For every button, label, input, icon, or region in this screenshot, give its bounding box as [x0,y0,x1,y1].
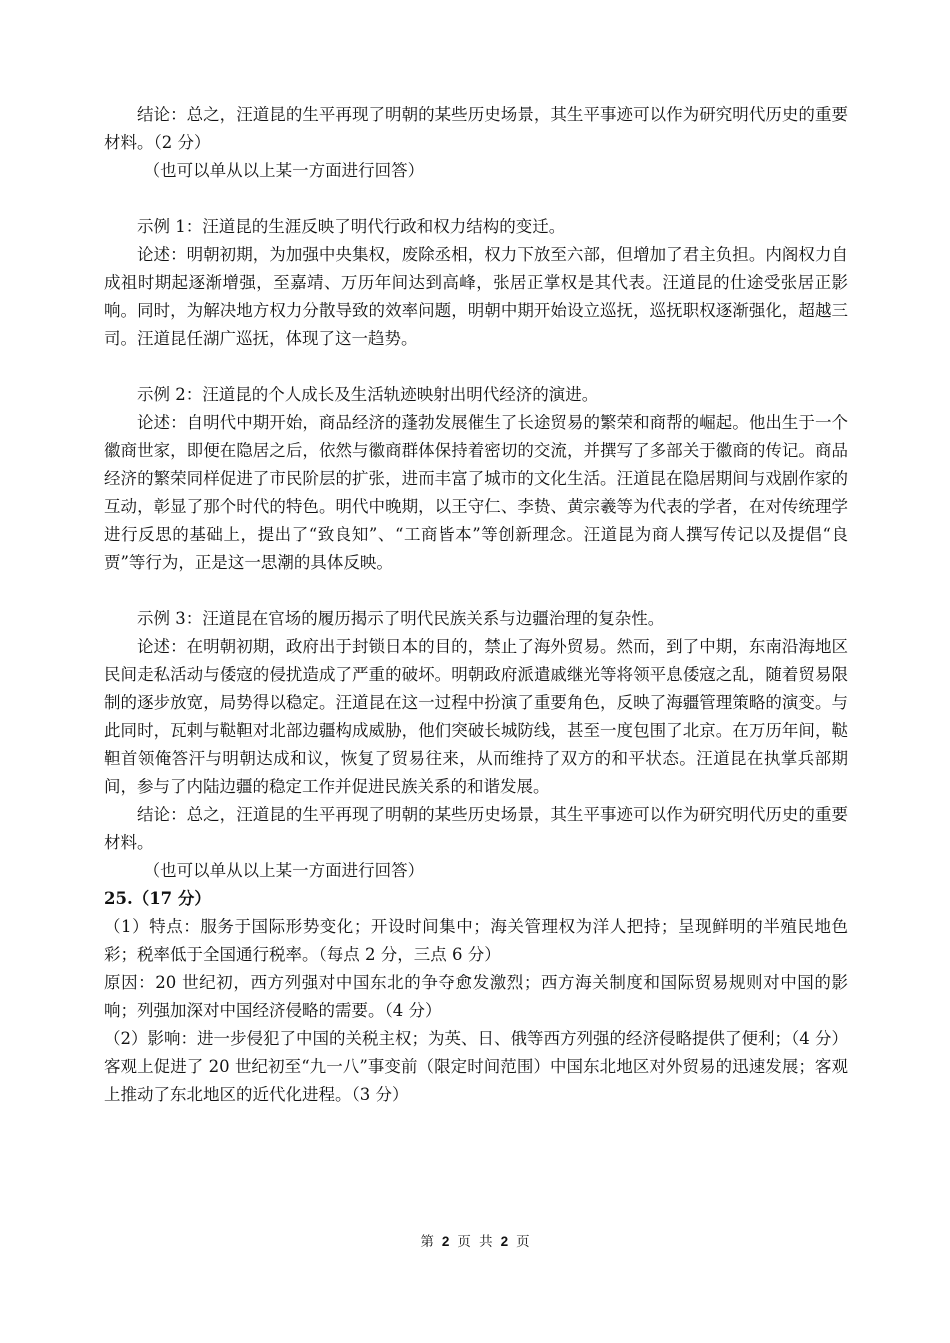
footer-total-pages: 2 [500,1234,509,1249]
answer-document [104,101,848,1109]
spacer [104,185,848,213]
footer-page-word: 页 [457,1234,471,1250]
example-1-title: 示例 1：汪道昆的生涯反映了明代行政和权力结构的变迁。 [137,217,566,236]
example-2-body: 论述：自明代中期开始，商品经济的蓬勃发展催生了长途贸易的繁荣和商帮的崛起。他出生于一个徽商世家，即便在隐居之后，依然与徽商群体保持着密切的交流，并撰写了多部关于徽商的传记。商品经济的繁荣同样促进了市民阶层的扩张，进而丰富了城市的文化生活。汪道昆在隐居期间与戏剧作家的互动，彰显了那个时代的特色。明代中晚期，以王守仁、李贽、黄宗羲等为代表的学者，在对传统理学进行反思的基础上，提出了“致良知”、“工商皆本”等创新理念。汪道昆为商人撰写传记以及提倡“良贾”等行为，正是这一思潮的具体反映。 [104,413,848,572]
example-1-body: 论述：明朝初期，为加强中央集权，废除丞相，权力下放至六部，但增加了君主负担。内阁权力自成祖时期起逐渐增强，至嘉靖、万历年间达到高峰，张居正掌权是其代表。汪道昆的仕途受张居正影响。同时，为解决地方权力分散导致的效率问题，明朝中期开始设立巡抚，巡抚职权逐渐强化，超越三司。汪道昆任湖广巡抚，体现了这一趋势。 [104,245,848,348]
final-conclusion: 结论：总之，汪道昆的生平再现了明朝的某些历史场景，其生平事迹可以作为研究明代历史的重要材料。 [104,805,848,852]
footer-prefix: 第 [420,1234,434,1250]
footer-total-prefix: 共 [479,1234,493,1250]
question-25-part1-features: （1）特点：服务于国际形势变化；开设时间集中；海关管理权为洋人把持；呈现鲜明的半殖民地色彩；税率低于全国通行税率。（每点 2 分，三点 6 分） [104,917,848,964]
question-25-part1-reasons: 原因：20 世纪初，西方列强对中国东北的争夺愈发激烈；西方海关制度和国际贸易规则对中国的影响；列强加深对中国经济侵略的需要。（4 分） [104,973,848,1020]
top-note: （也可以单从以上某一方面进行回答） [143,161,425,180]
spacer [104,577,848,605]
footer-total-word: 页 [516,1234,530,1250]
final-note: （也可以单从以上某一方面进行回答） [143,861,425,880]
footer-page-number: 2 [441,1234,450,1249]
top-conclusion: 结论：总之，汪道昆的生平再现了明朝的某些历史场景，其生平事迹可以作为研究明代历史的重要材料。（2 分） [104,105,848,152]
example-2-title: 示例 2：汪道昆的个人成长及生活轨迹映射出明代经济的演进。 [137,385,599,404]
question-25-title: 25.（17 分） [104,889,211,908]
example-3-title: 示例 3：汪道昆在官场的履历揭示了明代民族关系与边疆治理的复杂性。 [137,609,665,628]
spacer [104,353,848,381]
question-25-part2-impact: （2）影响：进一步侵犯了中国的关税主权；为英、日、俄等西方列强的经济侵略提供了便利；（4 分）客观上促进了 20 世纪初至“九一八”事变前（限定时间范围）中国东北地区对外贸易的迅速发展；客观上推动了东北地区的近代化进程。（3 分） [104,1029,848,1104]
page-footer [0,1232,950,1252]
example-3-body: 论述：在明朝初期，政府出于封锁日本的目的，禁止了海外贸易。然而，到了中期，东南沿海地区民间走私活动与倭寇的侵扰造成了严重的破坏。明朝政府派遣戚继光等将领平息倭寇之乱，随着贸易限制的逐步放宽，局势得以稳定。汪道昆在这一过程中扮演了重要角色，反映了海疆管理策略的演变。与此同时，瓦剌与鞑靼对北部边疆构成威胁，他们突破长城防线，甚至一度包围了北京。在万历年间，鞑靼首领俺答汗与明朝达成和议，恢复了贸易往来，从而维持了双方的和平状态。汪道昆在执掌兵部期间，参与了内陆边疆的稳定工作并促进民族关系的和谐发展。 [104,637,848,796]
